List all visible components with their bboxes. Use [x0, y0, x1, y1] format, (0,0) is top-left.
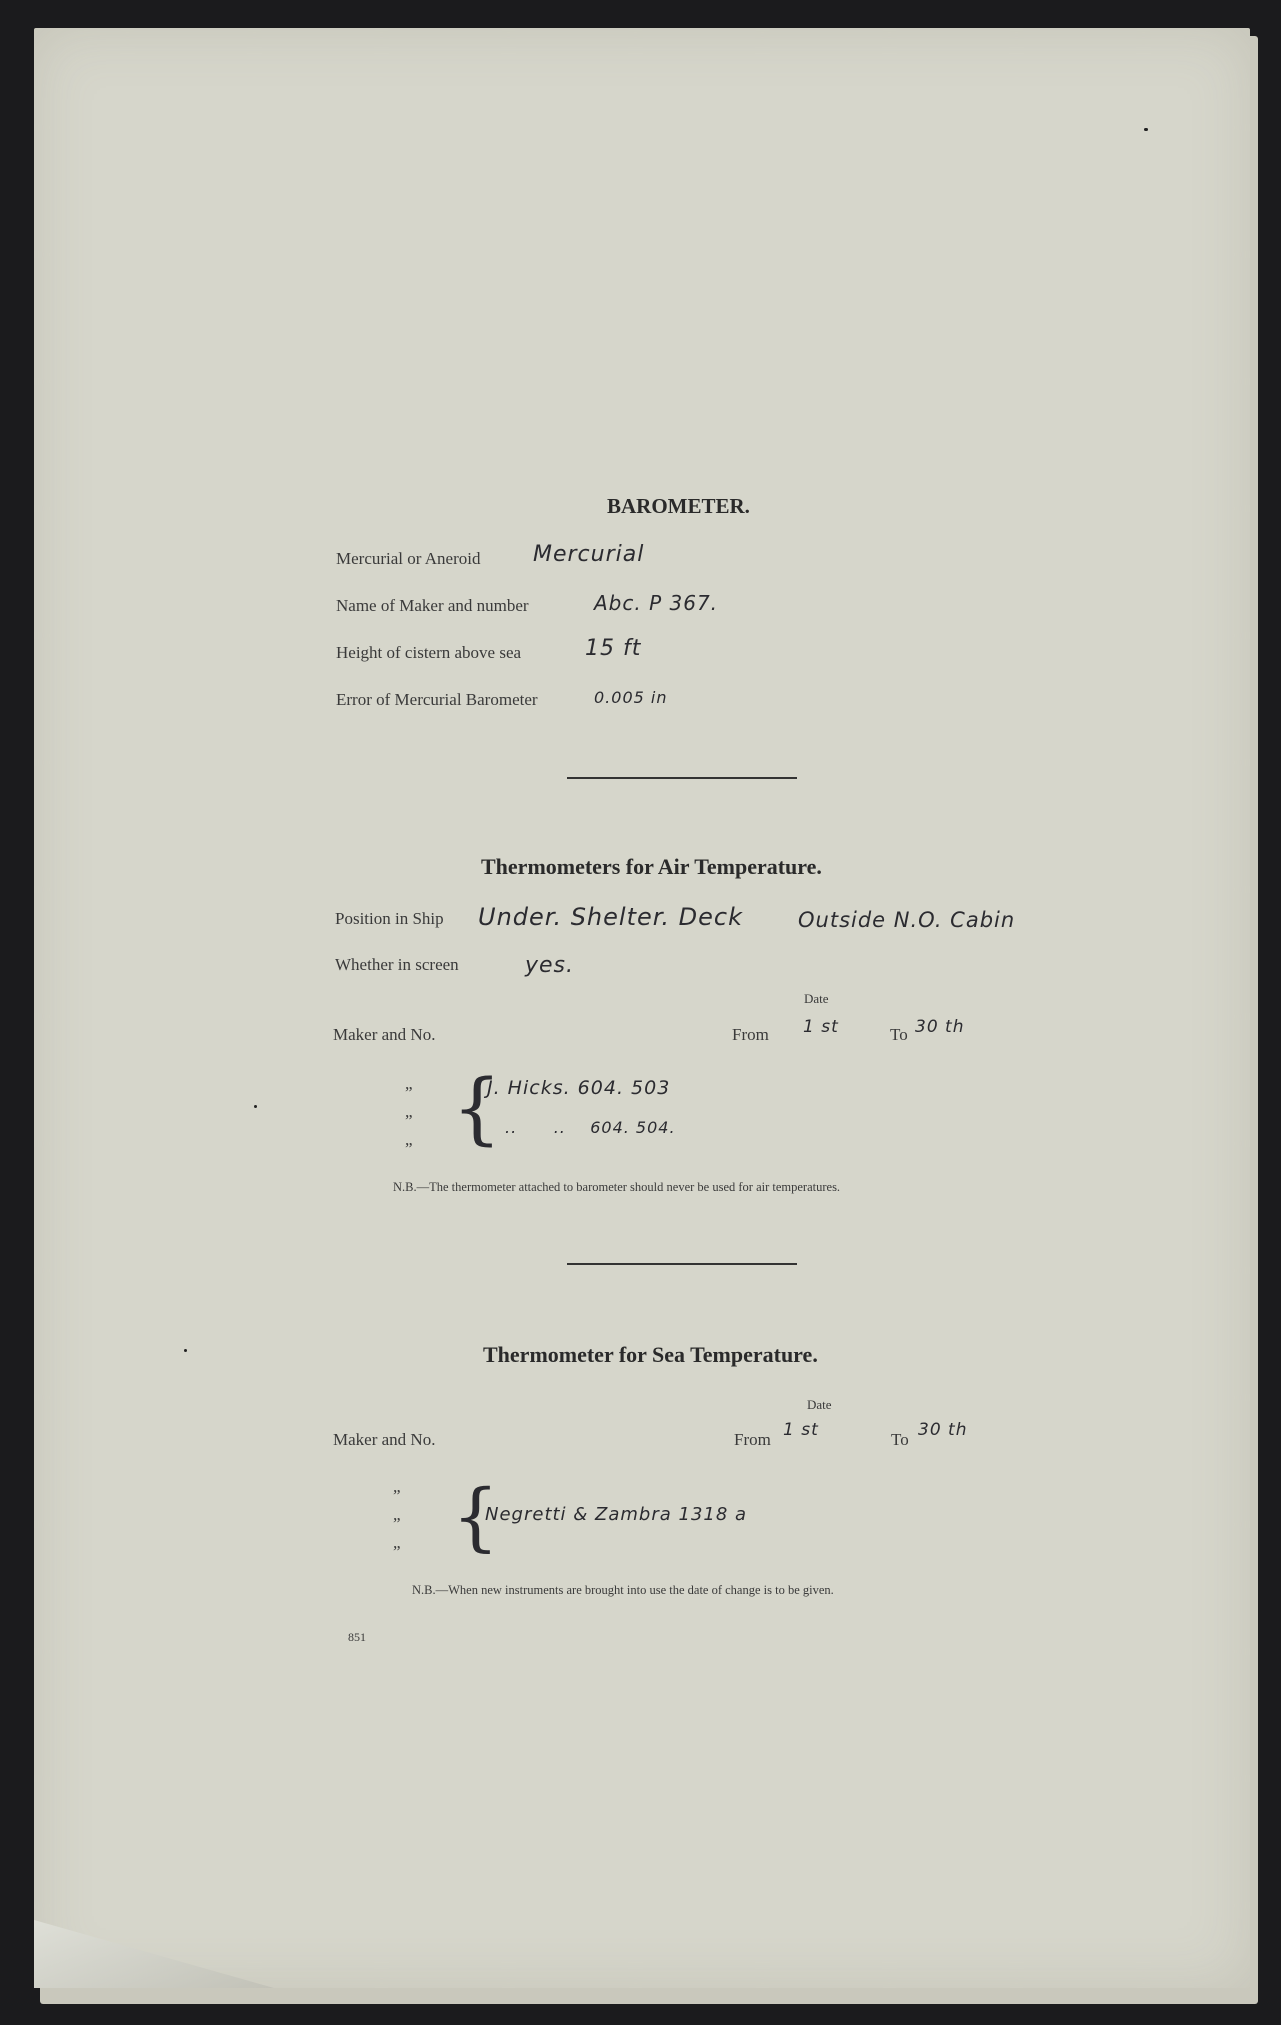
air-maker-label: Maker and No. — [333, 1025, 436, 1044]
air-temperature-heading: Thermometers for Air Temperature. — [481, 854, 822, 879]
sea-temperature-heading: Thermometer for Sea Temperature. — [483, 1342, 818, 1367]
sea-to-label: To — [891, 1430, 909, 1449]
sea-from-value: 1 st — [783, 1420, 819, 1440]
air-to-label: To — [890, 1025, 908, 1044]
sea-note: N.B.—When new instruments are brought into use the date of change is to be given. — [412, 1583, 834, 1597]
barometer-maker-label: Name of Maker and number — [336, 596, 529, 615]
paper-speck — [1144, 128, 1148, 131]
air-from-label: From — [732, 1025, 769, 1044]
sea-entry-1: Negretti & Zambra 1318 a — [485, 1504, 748, 1525]
section-divider — [567, 1263, 797, 1265]
sea-to-value: 30 th — [918, 1420, 968, 1440]
air-position-value-2: Outside N.O. Cabin — [798, 908, 1016, 932]
sea-from-label: From — [734, 1430, 771, 1449]
sea-ditto-mark: ” — [393, 1486, 401, 1505]
barometer-maker-value: Abc. P 367. — [594, 591, 719, 615]
barometer-heading: BAROMETER. — [607, 494, 750, 518]
sea-maker-label: Maker and No. — [333, 1430, 436, 1449]
air-screen-value: yes. — [525, 953, 575, 978]
document-page — [34, 28, 1250, 1988]
sea-entries-brace: { — [452, 1474, 500, 1560]
air-note: N.B.—The thermometer attached to barometer should never be used for air temperatures. — [393, 1180, 841, 1194]
barometer-height-value: 15 ft — [585, 636, 642, 661]
air-entry-2: .. .. 604. 504. — [505, 1118, 676, 1137]
air-to-value: 30 th — [915, 1017, 965, 1037]
air-entries-brace: { — [452, 1064, 502, 1154]
air-entry-1: J. Hicks. 604. 503 — [487, 1077, 671, 1099]
barometer-error-value: 0.005 in — [594, 688, 668, 707]
air-screen-label: Whether in screen — [335, 955, 459, 974]
barometer-type-value: Mercurial — [533, 542, 645, 567]
sea-date-label: Date — [807, 1397, 832, 1412]
air-position-label: Position in Ship — [335, 909, 444, 928]
paper-speck — [184, 1349, 187, 1352]
air-ditto-mark: ” — [405, 1083, 413, 1102]
barometer-height-label: Height of cistern above sea — [336, 643, 522, 662]
air-position-value: Under. Shelter. Deck — [478, 903, 744, 931]
paper-speck — [254, 1105, 257, 1108]
air-ditto-mark: ” — [405, 1139, 413, 1158]
barometer-type-label: Mercurial or Aneroid — [336, 549, 481, 568]
form-number: 851 — [348, 1630, 366, 1644]
section-divider — [567, 777, 797, 779]
sea-ditto-mark: ” — [393, 1542, 401, 1561]
barometer-error-label: Error of Mercurial Barometer — [336, 690, 538, 709]
air-date-label: Date — [804, 991, 829, 1006]
air-from-value: 1 st — [803, 1017, 839, 1037]
sea-ditto-mark: ” — [393, 1514, 401, 1533]
air-ditto-mark: ” — [405, 1111, 413, 1130]
